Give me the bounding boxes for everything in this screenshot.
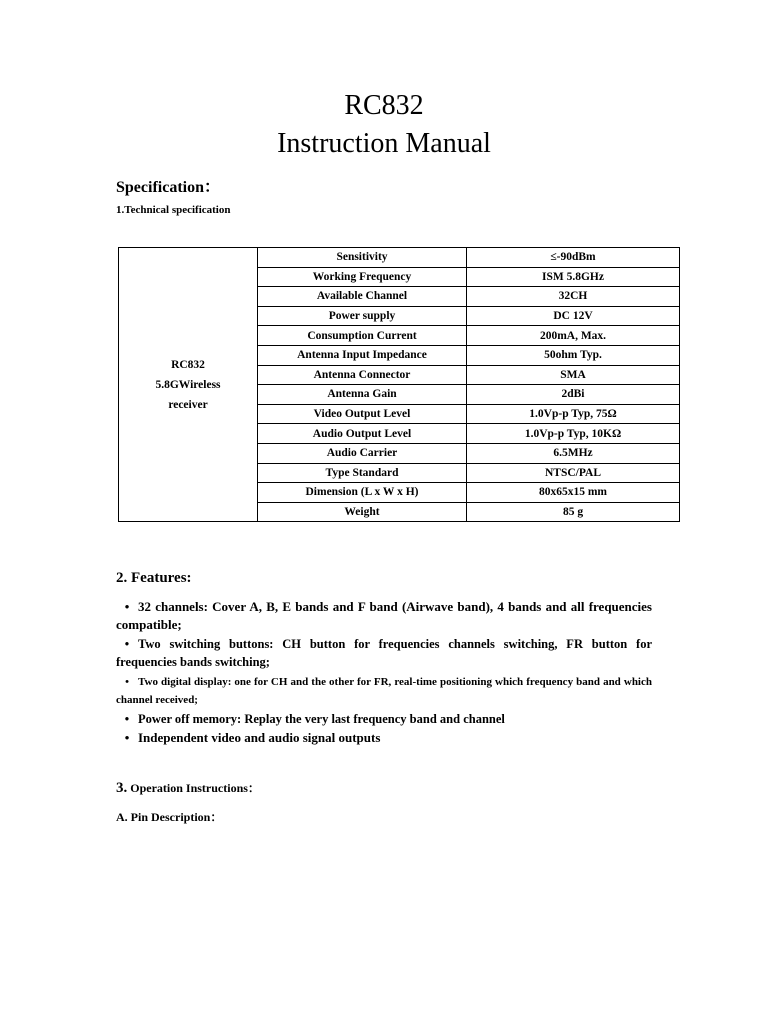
spec-parameter-cell: Weight bbox=[258, 502, 467, 522]
operation-section-title: Operation Instructions： bbox=[130, 781, 260, 795]
spec-value-cell: 1.0Vp-p Typ, 10KΩ bbox=[467, 424, 680, 444]
spec-row bbox=[119, 248, 680, 268]
spec-parameter-cell: Antenna Input Impedance bbox=[258, 345, 467, 365]
document-title: Instruction Manual bbox=[277, 128, 491, 159]
spec-value-cell: ISM 5.8GHz bbox=[467, 267, 680, 287]
spec-value-cell: 32CH bbox=[467, 287, 680, 307]
spec-value-cell: 200mA, Max. bbox=[467, 326, 680, 346]
features-list bbox=[116, 598, 652, 747]
operation-section-number: 3. bbox=[116, 780, 128, 796]
specification-table bbox=[118, 247, 680, 522]
technical-specification-subheading: 1.Technical specification bbox=[116, 204, 231, 216]
spec-parameter-cell: Working Frequency bbox=[258, 267, 467, 287]
spec-parameter-cell: Video Output Level bbox=[258, 404, 467, 424]
spec-value-cell: 6.5MHz bbox=[467, 443, 680, 463]
bullet-glyph: • bbox=[125, 676, 129, 688]
spec-value-cell: 2dBi bbox=[467, 385, 680, 405]
feature-text: 32 channels: Cover A, B, E bands and F band (Airwave band), 4 bands and all frequencies compatible; bbox=[116, 599, 652, 632]
feature-item bbox=[116, 673, 652, 709]
spec-value-cell: DC 12V bbox=[467, 306, 680, 326]
spec-parameter-cell: Power supply bbox=[258, 306, 467, 326]
spec-parameter-cell: Dimension (L x W x H) bbox=[258, 483, 467, 503]
bullet-glyph: • bbox=[124, 637, 130, 651]
spec-parameter-cell: Type Standard bbox=[258, 463, 467, 483]
bullet-glyph: • bbox=[124, 599, 130, 614]
spec-value-cell: SMA bbox=[467, 365, 680, 385]
feature-item bbox=[116, 635, 652, 671]
document-title-model: RC832 bbox=[344, 90, 424, 121]
spec-value-cell: 85 g bbox=[467, 502, 680, 522]
spec-value-cell: ≤-90dBm bbox=[467, 248, 680, 268]
features-heading: 2. Features: bbox=[116, 570, 192, 586]
feature-text: Two digital display: one for CH and the other for FR, real-time positioning which frequency band and which channel received; bbox=[116, 676, 652, 706]
device-name-line: 5.8GWireless bbox=[155, 378, 221, 391]
device-name-line: RC832 bbox=[171, 358, 205, 371]
device-name-cell bbox=[119, 248, 258, 522]
feature-text: Two switching buttons: CH button for frequencies channels switching, FR button for frequencies bands switching; bbox=[116, 637, 652, 669]
spec-parameter-cell: Sensitivity bbox=[258, 248, 467, 268]
device-name-line: receiver bbox=[168, 398, 208, 411]
feature-text: Independent video and audio signal outputs bbox=[138, 730, 381, 745]
specification-heading: Specification： bbox=[116, 179, 220, 196]
feature-item bbox=[116, 710, 652, 728]
spec-parameter-cell: Antenna Gain bbox=[258, 385, 467, 405]
bullet-glyph: • bbox=[124, 712, 130, 726]
pin-description-heading: A. Pin Description： bbox=[116, 810, 223, 824]
spec-value-cell: 50ohm Typ. bbox=[467, 345, 680, 365]
feature-item bbox=[116, 729, 652, 747]
spec-value-cell: NTSC/PAL bbox=[467, 463, 680, 483]
operation-instructions-heading bbox=[116, 779, 260, 797]
spec-value-cell: 80x65x15 mm bbox=[467, 483, 680, 503]
spec-parameter-cell: Audio Carrier bbox=[258, 443, 467, 463]
feature-item bbox=[116, 598, 652, 634]
spec-parameter-cell: Audio Output Level bbox=[258, 424, 467, 444]
spec-parameter-cell: Antenna Connector bbox=[258, 365, 467, 385]
bullet-glyph: • bbox=[124, 730, 130, 745]
feature-text: Power off memory: Replay the very last frequency band and channel bbox=[138, 712, 505, 726]
spec-parameter-cell: Available Channel bbox=[258, 287, 467, 307]
spec-parameter-cell: Consumption Current bbox=[258, 326, 467, 346]
spec-value-cell: 1.0Vp-p Typ, 75Ω bbox=[467, 404, 680, 424]
